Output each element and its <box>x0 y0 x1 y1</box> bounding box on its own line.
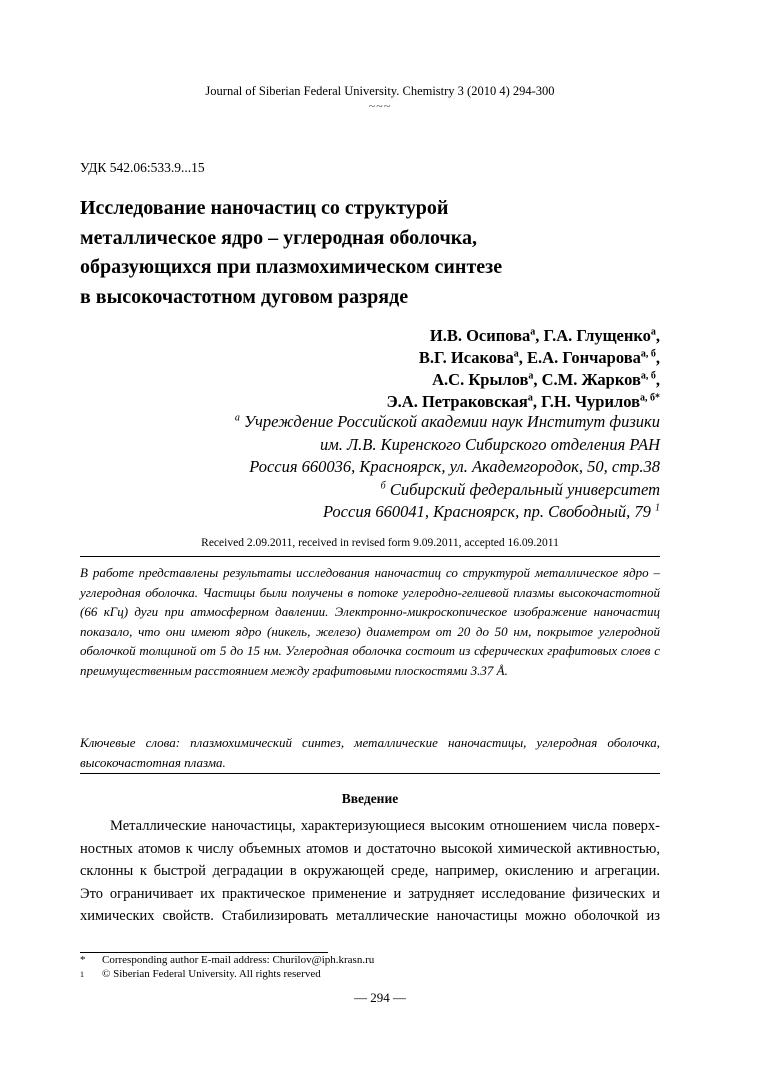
keywords-bottom-rule <box>80 773 660 774</box>
footnote-mark: * <box>80 954 86 966</box>
author-name: С.М. Жарков <box>541 370 641 389</box>
affiliation-text: Россия 660041, Красноярск, пр. Свободный, 79 <box>322 502 651 521</box>
received-dates: Received 2.09.2011, received in revised form 9.09.2011, accepted 16.09.2011 <box>201 537 559 549</box>
author-affil-mark: а <box>650 326 656 338</box>
intro-line: ностных атомов к числу объемных атомов и достаточно высокой химической активностью, <box>80 840 660 857</box>
author-name: И.В. Осипова <box>429 326 531 345</box>
page-number: — 294 — <box>354 990 406 1005</box>
udk-code: УДК 542.06:533.9...15 <box>80 160 205 175</box>
intro-line: Это ограничивает их практическое применение и затрудняет исследование физических и <box>80 885 660 902</box>
author-name: Е.А. Гончарова <box>527 348 641 367</box>
affiliation-text: Сибирский федеральный университет <box>389 479 660 499</box>
author-affil-mark: а <box>527 392 533 404</box>
affiliations <box>235 411 660 524</box>
section-heading: Введение <box>341 791 399 806</box>
intro-line: склонны к быстрой деградации в окружающей среде, например, окислению и агрегации. <box>80 863 660 879</box>
author-name: В.Г. Исакова <box>418 348 514 367</box>
title-line: образующихся при плазмохимическом синтезе <box>80 256 503 278</box>
author-affil-mark: а, б <box>640 348 656 360</box>
author-name: А.С. Крылов <box>432 370 529 389</box>
footnote <box>80 968 374 982</box>
footnotes <box>80 954 374 981</box>
author-name: Г.Н. Чурилов <box>541 392 640 411</box>
affiliation-line <box>235 501 660 524</box>
affiliation-line: Россия 660036, Красноярск, ул. Академгородок, 50, стр.38 <box>249 457 660 476</box>
author-line: Э.А. Петраковская$^а$, Г.Н. Чурилов$^{а, б*}$ <box>386 392 660 411</box>
author-line: И.В. Осипова$^а$, Г.А. Глущенко$^а$, <box>429 326 660 345</box>
author-list <box>386 325 660 413</box>
affiliation-line <box>235 479 660 502</box>
author-affil-mark: а <box>513 348 519 360</box>
affiliation-line: им. Л.В. Киренского Сибирского отделения РАН <box>319 434 660 454</box>
affiliation-mark: а <box>234 412 240 424</box>
title-line: в высокочастотном дуговом разряде <box>80 285 409 308</box>
affiliation-text: Учреждение Российской академии наук Институт физики <box>243 412 660 431</box>
footnote-text: © Siberian Federal University. All rights reserved <box>102 967 321 980</box>
footnote <box>80 954 374 968</box>
header-ornament: ~~~ <box>368 99 392 113</box>
footnote-rule <box>80 952 328 953</box>
article-title <box>80 194 640 312</box>
intro-line: химических свойств. Стабилизировать металлические наночастицы можно оболочкой из <box>80 908 660 924</box>
keywords: Ключевые слова: плазмохимический синтез, металлические наночастицы, углеродная оболочка, высокочастотная плазма. <box>80 735 660 770</box>
footnote-text: Corresponding author E-mail address: Churilov@iph.krasn.ru <box>102 954 375 966</box>
title-line: металлическое ядро – углеродная оболочка, <box>80 226 478 249</box>
author-affil-mark: а, б <box>640 370 656 382</box>
footnote-mark: 1 <box>80 969 84 979</box>
author-line: В.Г. Исакова$^а$, Е.А. Гончарова$^{а, б}$, <box>418 348 660 367</box>
author-affil-mark: а <box>528 370 534 382</box>
author-name: Г.А. Глущенко <box>543 326 651 345</box>
abstract-top-rule <box>80 556 660 557</box>
affiliation-mark: 1 <box>655 502 660 514</box>
title-line: Исследование наночастиц со структурой <box>80 197 449 219</box>
author-name: Э.А. Петраковская <box>386 392 528 411</box>
intro-line: Металлические наночастицы, характеризующиеся высоким отношением числа поверх- <box>110 818 660 834</box>
author-line: А.С. Крылов$^а$, С.М. Жарков$^{а, б}$, <box>432 370 660 389</box>
author-affil-mark: а <box>530 326 536 338</box>
affiliation-line <box>235 411 660 434</box>
journal-header: Journal of Siberian Federal University. Chemistry 3 (2010 4) 294-300 <box>205 84 555 98</box>
abstract: В работе представлены результаты исследования наночастиц со структурой металлическое ядро – углеродная оболочка. Частицы были получены в потоке углеродно-гелиевой плазмы высокочастотной (66 кГц) дуги при атмосферном давлении. Электронно-микроскопическое изображение наночастиц показало, что они имеют ядро (никель, железо) диаметром от 20 до 50 нм, покрытое углеродной оболочкой толщиной от 5 до 15 нм. Углеродная оболочка состоит из сферических графитовых слоев с преимущественным расстоянием между графитовыми плоскостями 3.37 Å. <box>80 565 660 678</box>
intro-paragraph <box>80 815 660 928</box>
author-affil-mark: а, б* <box>640 392 660 404</box>
affiliation-mark: б <box>380 480 386 491</box>
